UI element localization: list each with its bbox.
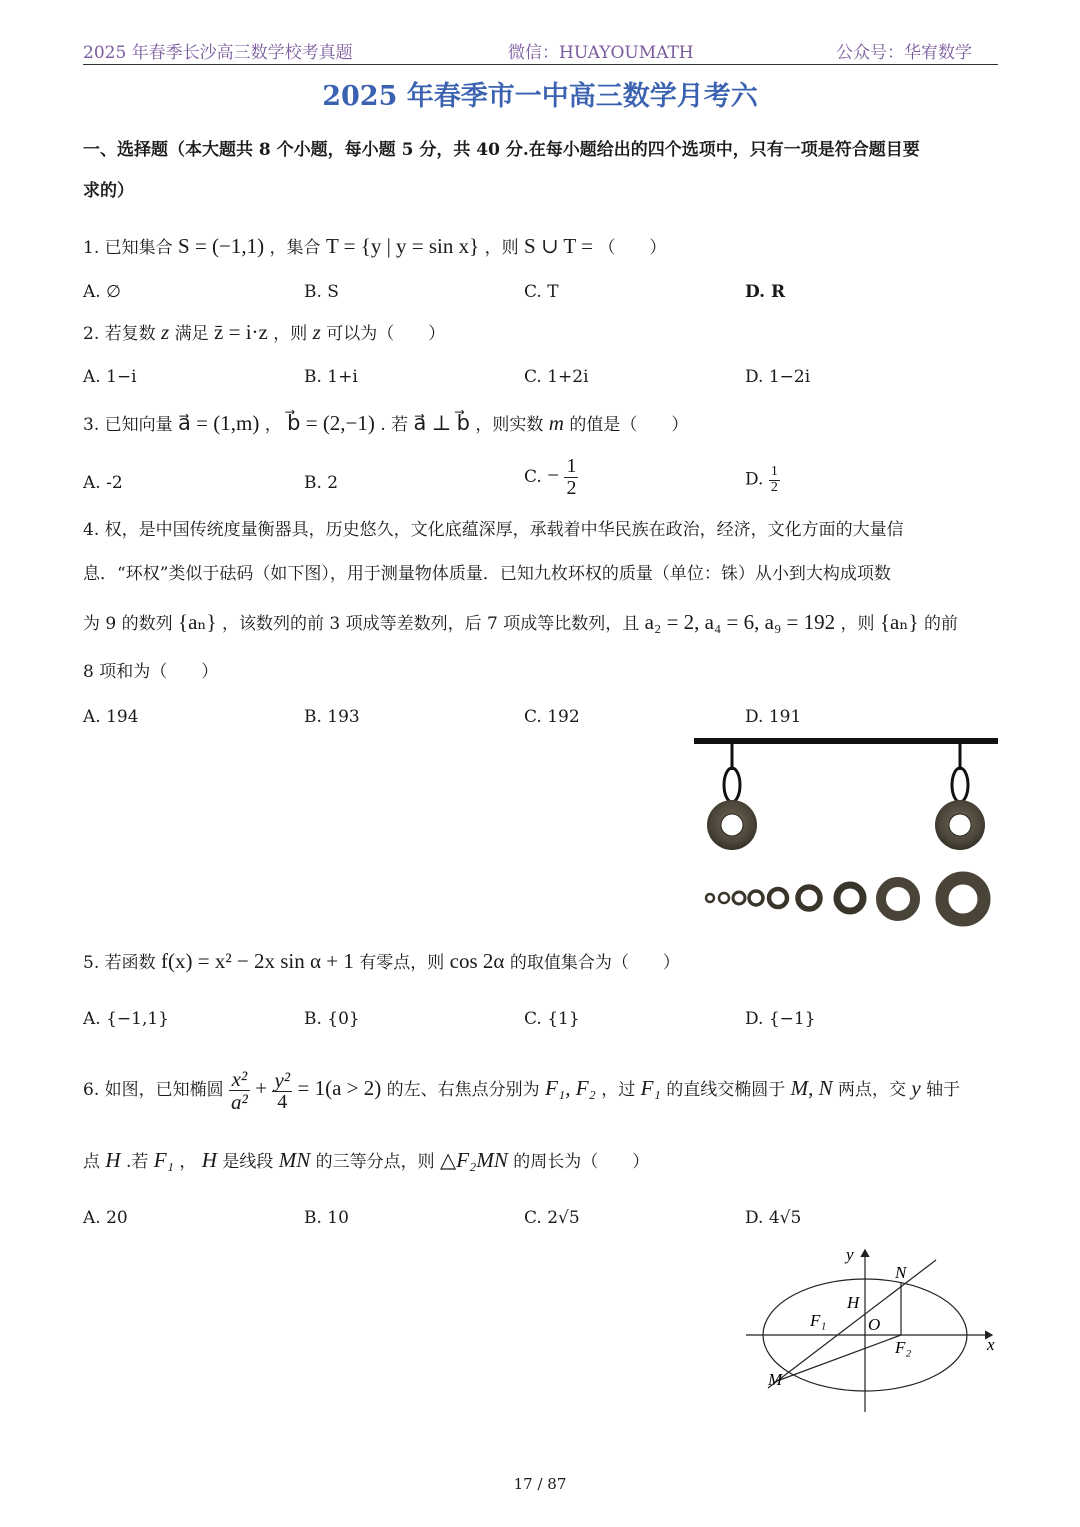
q5-option-b[interactable]: B. {0} [304, 1009, 360, 1029]
q3-math: b⃗ = (2,−1) [287, 411, 375, 435]
q6-text: 两点，交 [838, 1080, 907, 1101]
header-center: 微信：HUAYOUMATH [508, 43, 694, 63]
q2-option-b[interactable]: B. 1+i [304, 367, 358, 387]
q2-option-d[interactable]: D. 1−2i [745, 367, 811, 387]
header-left: 2025 年春季长沙高三数学校考真题 [83, 43, 353, 63]
q6-math: = 1(a > 2) [297, 1076, 382, 1101]
frac-num: y² [274, 1067, 291, 1092]
ring-3 [733, 892, 745, 904]
ring-1 [706, 894, 714, 902]
left-hook [724, 768, 740, 802]
q5-option-c[interactable]: C. {1} [524, 1009, 580, 1029]
q3-math: a⃗ ⊥ b⃗ [413, 411, 470, 435]
q6-option-d[interactable]: D. 4√5 [745, 1208, 802, 1228]
q3-text: . 若 [380, 415, 409, 435]
question-5 [83, 951, 680, 972]
label-h: H [847, 1293, 860, 1312]
q4-line4: 8 项和为（ ） [83, 662, 219, 682]
q5-text: 5. 若函数 [83, 953, 156, 973]
q6-math: △F₂MN [440, 1148, 508, 1172]
question-1 [83, 236, 666, 257]
q2-text: 2. 若复数 [83, 324, 156, 344]
q6-option-c[interactable]: C. 2√5 [524, 1208, 580, 1228]
q6-text: 是线段 [222, 1152, 274, 1172]
q6-math: H [105, 1148, 121, 1172]
q5-math: f(x) = x² − 2x sin α + 1 [161, 949, 354, 973]
frac-num: x² [229, 1068, 250, 1091]
q6-math: M, N [790, 1076, 833, 1101]
q1-option-b[interactable]: B. S [304, 282, 339, 302]
q2-text: 可以为（ ） [326, 324, 446, 344]
q4-option-d[interactable]: D. 191 [745, 707, 802, 727]
q4-line3 [83, 612, 958, 633]
frac-den: 2 [770, 479, 778, 495]
q3-option-c-sign: − [547, 463, 560, 487]
q4-math: {aₙ} [879, 610, 919, 634]
ring-9 [942, 878, 984, 920]
label-f1: F₁ [810, 1311, 827, 1330]
q3-option-d-label: D. [745, 469, 764, 490]
page-title: 2025 年春季市一中高三数学月考六 [322, 81, 758, 112]
ring-7 [837, 885, 863, 911]
q6-math: F₁ [640, 1076, 661, 1101]
label-y: y [846, 1245, 854, 1264]
q1-option-c[interactable]: C. T [524, 282, 559, 302]
question-6-line1 [83, 1068, 960, 1113]
q6-math: MN [278, 1148, 311, 1172]
q4-option-b[interactable]: B. 193 [304, 707, 360, 727]
frac-num: 1 [770, 464, 778, 479]
q1-text: ，则 [484, 238, 519, 258]
ring-5 [769, 889, 787, 907]
label-n: N [895, 1263, 907, 1282]
q2-math: z [161, 320, 170, 344]
frac-den: 2 [566, 477, 577, 499]
q2-option-c[interactable]: C. 1+2i [524, 367, 589, 387]
q3-math: a⃗ = (1,m) [178, 411, 260, 435]
question-6-line2 [83, 1150, 649, 1171]
q3-option-b[interactable]: B. 2 [304, 473, 339, 493]
right-hook [952, 768, 968, 802]
q1-text: ，集合 [269, 238, 321, 258]
q5-text: 有零点，则 [359, 953, 445, 973]
q5-math: cos 2α [449, 949, 505, 973]
q2-option-a[interactable]: A. 1−i [83, 367, 137, 387]
q4-text: ，则 [840, 614, 875, 634]
q6-text: 的左、右焦点分别为 [386, 1080, 540, 1101]
question-2 [83, 322, 445, 343]
q4-option-a[interactable]: A. 194 [83, 707, 139, 727]
q1-set-t: T = {y | y = sin x} [325, 234, 480, 258]
q5-option-a[interactable]: A. {−1,1} [83, 1009, 169, 1029]
q3-text: ， [264, 415, 282, 435]
q4-line1: 4. 权，是中国传统度量衡器具，历史悠久，文化底蕴深厚，承载着中华民族在政治，经济，文化方面的大量信 [83, 520, 904, 540]
q3-text: ，则实数 [475, 415, 544, 435]
q3-option-c-fraction [564, 456, 578, 499]
q1-text: （ ） [598, 238, 667, 258]
header-rule [83, 64, 998, 65]
q1-option-d[interactable]: D. R [745, 282, 786, 302]
label-o: O [868, 1315, 881, 1334]
ring-2 [719, 893, 729, 903]
q6-plus: + [255, 1076, 268, 1101]
q6-text: 点 [83, 1152, 100, 1172]
q3-text: 3. 已知向量 [83, 415, 173, 435]
q6-text: 6. 如图，已知椭圆 [83, 1080, 224, 1101]
q2-text: ，则 [273, 324, 308, 344]
q5-option-d[interactable]: D. {−1} [745, 1009, 816, 1029]
q6-math: H [201, 1148, 217, 1172]
q6-option-b[interactable]: B. 10 [304, 1208, 349, 1228]
q4-text: 的前 [923, 614, 958, 634]
q6-math: y [911, 1076, 921, 1101]
q1-option-a[interactable]: A. ∅ [83, 282, 121, 302]
q3-option-a[interactable]: A. -2 [83, 473, 123, 493]
q6-text: 的直线交椭圆于 [666, 1080, 786, 1101]
header-right: 公众号：华宥数学 [836, 43, 972, 63]
q3-option-c[interactable] [524, 456, 578, 499]
q6-option-a[interactable]: A. 20 [83, 1208, 128, 1228]
question-3 [83, 413, 688, 434]
q1-union: S ∪ T = [524, 234, 593, 258]
q2-math: z̄ = i·z [214, 320, 268, 344]
q6-math: F₁, F₂ [545, 1076, 596, 1101]
q6-text: 轴于 [926, 1080, 961, 1101]
q6-text: 的三等分点，则 [315, 1152, 435, 1172]
q3-option-d[interactable] [745, 465, 780, 495]
q1-set-s: S = (−1,1) [178, 234, 265, 258]
frac-den: 4 [277, 1090, 288, 1113]
q2-text: 满足 [174, 324, 209, 344]
q4-text: ，该数列的前 3 项成等差数列，后 7 项成等比数列，且 [222, 614, 640, 634]
q3-math: m [548, 411, 564, 435]
ring-8 [881, 882, 915, 916]
q1-text: 1. 已知集合 [83, 238, 173, 258]
q3-option-c-label: C. [524, 467, 542, 487]
q4-math: {aₙ} [178, 610, 217, 634]
q6-text: ， [179, 1152, 197, 1172]
q3-text: 的值是（ ） [569, 415, 689, 435]
q2-math: z [312, 320, 321, 344]
q6-frac-x [229, 1068, 250, 1113]
label-x: x [987, 1335, 995, 1354]
q4-line2: 息．“环权”类似于砝码（如下图），用于测量物体质量．已知九枚环权的质量（单位：铢）从小到大构成项数 [83, 564, 891, 584]
segment-mf2 [777, 1335, 901, 1381]
section-heading-line2: 求的） [83, 181, 134, 201]
ring-weights-figure [690, 730, 1002, 930]
frac-den: a² [231, 1090, 248, 1115]
q6-text: 的周长为（ ） [513, 1152, 650, 1172]
frac-num: 1 [566, 455, 577, 477]
ring-4 [749, 891, 763, 905]
q5-text: 的取值集合为（ ） [509, 953, 680, 973]
q6-math: F₁ [153, 1148, 174, 1172]
q4-text: 为 9 的数列 [83, 614, 173, 634]
ring-row [706, 878, 984, 920]
page-number: 17 / 87 [513, 1475, 567, 1493]
label-f2: F₂ [895, 1338, 912, 1357]
q4-option-c[interactable]: C. 192 [524, 707, 580, 727]
ring-6 [798, 887, 820, 909]
q6-text: ，过 [601, 1080, 636, 1101]
q4-math: a₂ = 2, a₄ = 6, a₉ = 192 [644, 610, 836, 634]
q3-option-d-fraction [769, 465, 780, 495]
section-heading-line1: 一、选择题（本大题共 8 个小题，每小题 5 分，共 40 分.在每小题给出的四个选项中，只有一项是符合题目要 [83, 140, 920, 160]
q6-frac-y [272, 1069, 292, 1113]
ellipse-figure [740, 1240, 1002, 1415]
q6-text: .若 [125, 1152, 149, 1172]
label-m: M [768, 1370, 783, 1389]
